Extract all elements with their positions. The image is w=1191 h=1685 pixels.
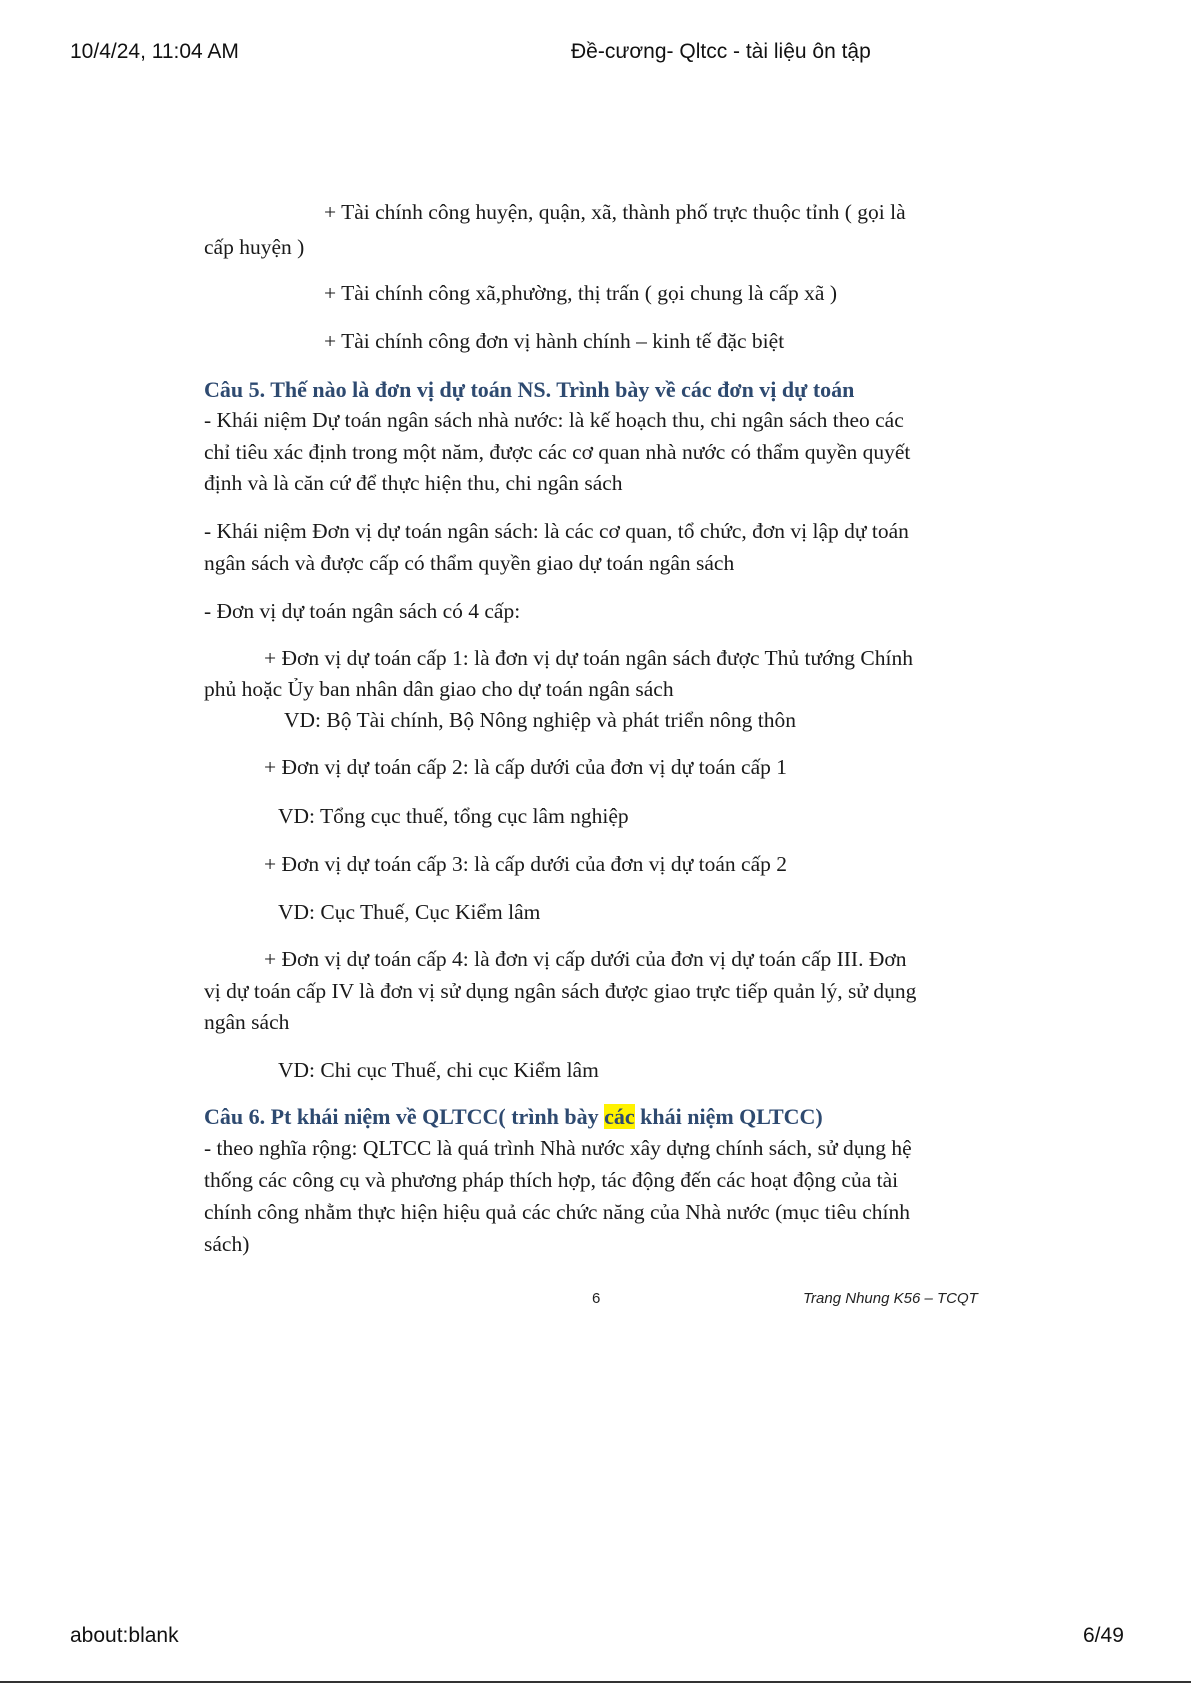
text-line: định và là căn cứ để thực hiện thu, chi ngân sách <box>204 471 623 495</box>
text-line: chỉ tiêu xác định trong một năm, được các cơ quan nhà nước có thẩm quyền quyết <box>204 440 911 464</box>
text-line: sách) <box>204 1232 250 1256</box>
print-page-indicator: 6/49 <box>1083 1624 1124 1647</box>
text-line: + Tài chính công huyện, quận, xã, thành phố trực thuộc tỉnh ( gọi là <box>324 200 906 224</box>
text-line: - Đơn vị dự toán ngân sách có 4 cấp: <box>204 599 521 623</box>
print-url: about:blank <box>70 1624 179 1647</box>
text-line: + Đơn vị dự toán cấp 4: là đơn vị cấp dưới của đơn vị dự toán cấp III. Đơn <box>264 947 907 971</box>
text-line: VD: Chi cục Thuế, chi cục Kiểm lâm <box>278 1058 599 1082</box>
text-line: + Đơn vị dự toán cấp 1: là đơn vị dự toán ngân sách được Thủ tướng Chính <box>264 646 913 670</box>
question-5-heading: Câu 5. Thế nào là đơn vị dự toán NS. Trình bày về các đơn vị dự toán <box>204 377 855 402</box>
text-line: - theo nghĩa rộng: QLTCC là quá trình Nhà nước xây dựng chính sách, sử dụng hệ <box>204 1136 912 1160</box>
text-line: ngân sách <box>204 1010 290 1034</box>
text-line: VD: Bộ Tài chính, Bộ Nông nghiệp và phát triển nông thôn <box>284 708 796 732</box>
text-line: VD: Cục Thuế, Cục Kiểm lâm <box>278 900 541 924</box>
highlighted-word: các <box>604 1104 635 1129</box>
question-6-heading <box>204 1104 823 1130</box>
text-line: ngân sách và được cấp có thẩm quyền giao dự toán ngân sách <box>204 551 735 575</box>
text-line: chính công nhằm thực hiện hiệu quả các chức năng của Nhà nước (mục tiêu chính <box>204 1200 911 1224</box>
page-number: 6 <box>592 1290 601 1307</box>
print-timestamp: 10/4/24, 11:04 AM <box>70 40 239 63</box>
text-line: vị dự toán cấp IV là đơn vị sử dụng ngân sách được giao trực tiếp quản lý, sử dụng <box>204 979 917 1003</box>
text-line: phủ hoặc Ủy ban nhân dân giao cho dự toán ngân sách <box>204 677 674 701</box>
page-author: Trang Nhung K56 – TCQT <box>803 1290 978 1307</box>
text-line: + Đơn vị dự toán cấp 3: là cấp dưới của đơn vị dự toán cấp 2 <box>264 852 788 876</box>
document-title: Đề-cương- Qltcc - tài liệu ôn tập <box>571 40 871 63</box>
text-line: - Khái niệm Đơn vị dự toán ngân sách: là các cơ quan, tổ chức, đơn vị lập dự toán <box>204 519 909 543</box>
heading-part: Câu 6. Pt khái niệm về QLTCC( trình bày <box>204 1104 605 1129</box>
bottom-divider <box>0 1681 1191 1683</box>
text-line: + Tài chính công xã,phường, thị trấn ( gọi chung là cấp xã ) <box>324 281 837 305</box>
text-line: + Đơn vị dự toán cấp 2: là cấp dưới của đơn vị dự toán cấp 1 <box>264 755 788 779</box>
text-line: + Tài chính công đơn vị hành chính – kinh tế đặc biệt <box>324 329 785 353</box>
text-line: cấp huyện ) <box>204 235 305 259</box>
text-line: - Khái niệm Dự toán ngân sách nhà nước: là kế hoạch thu, chi ngân sách theo các <box>204 408 904 432</box>
text-line: VD: Tổng cục thuế, tổng cục lâm nghiệp <box>278 804 629 828</box>
heading-part: khái niệm QLTCC) <box>634 1104 823 1129</box>
text-line: thống các công cụ và phương pháp thích hợp, tác động đến các hoạt động của tài <box>204 1168 899 1192</box>
